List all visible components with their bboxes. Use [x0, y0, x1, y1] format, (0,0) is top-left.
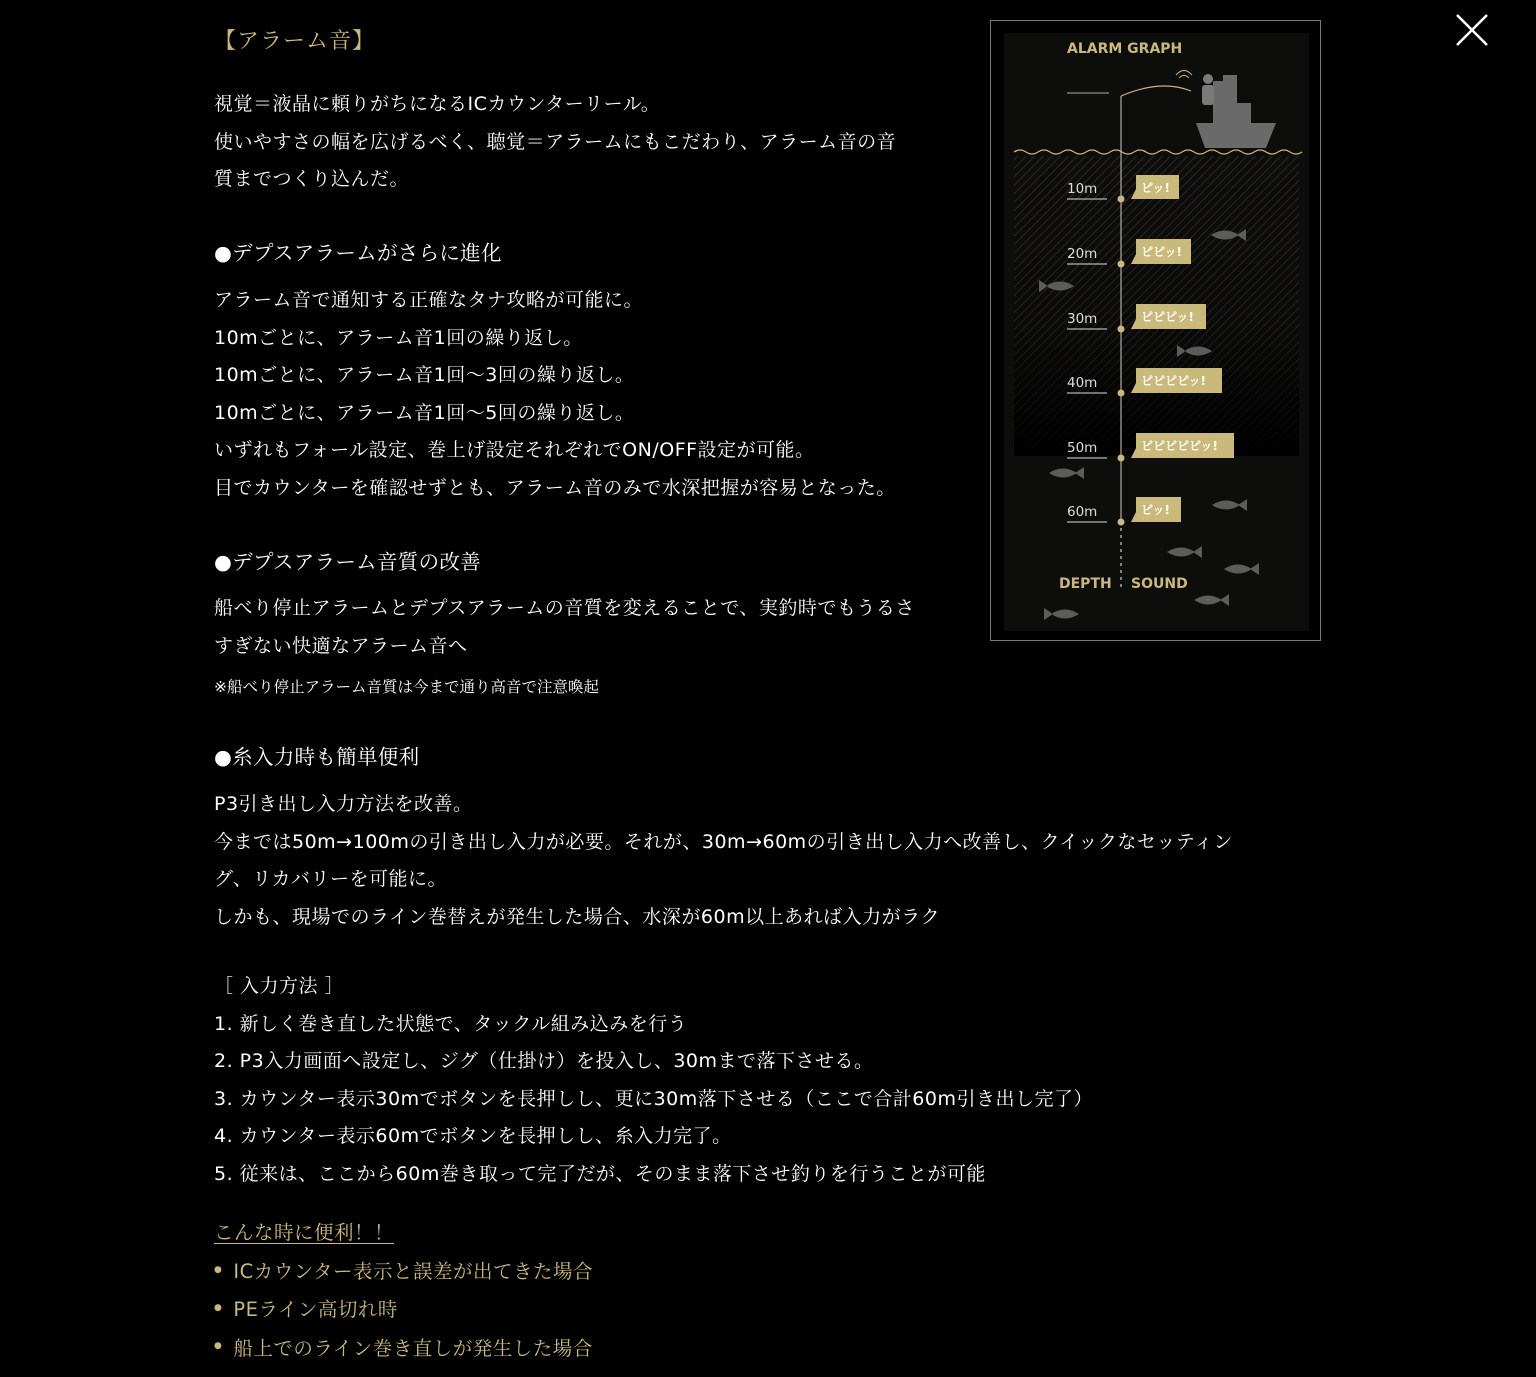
line-input-line: しかも、現場でのライン巻替えが発生した場合、水深が60m以上あれば入力がラク: [214, 905, 941, 928]
line-input-line: 今までは50m→100mの引き出し入力が必要。それが、30m→60mの引き出し入力へ改善し、クイックなセッティン: [214, 830, 1233, 853]
list-item: ● ICカウンター表示と誤差が出てきた場合: [214, 1253, 593, 1291]
depth-alarm-line: いずれもフォール設定、巻上げ設定それぞれでON/OFF設定が可能。: [214, 439, 815, 462]
depth-alarm-line: アラーム音で通知する正確なタナ攻略が可能に。: [214, 289, 644, 311]
input-method-step: 5. 従来は、ここから60m巻き取って完了だが、そのまま落下させ釣りを行うことが可能: [214, 1162, 986, 1185]
depth-label: DEPTH: [1059, 576, 1112, 592]
svg-text:60m: 60m: [1067, 504, 1098, 520]
sound-quality-line: 船べり停止アラームとデプスアラームの音質を変えることで、実釣時でもうるさ: [214, 597, 915, 619]
sound-quality-heading: ●デプスアラーム音質の改善: [214, 550, 481, 574]
svg-text:50m: 50m: [1067, 440, 1098, 456]
convenient-list: [214, 1253, 593, 1368]
input-method-step: 3. カウンター表示30mでボタンを長押しし、更に30m落下させる（ここで合計60m引き出し完了）: [214, 1087, 1093, 1110]
svg-text:ピピピピッ!: ピピピピッ!: [1141, 374, 1206, 388]
svg-text:30m: 30m: [1067, 311, 1098, 327]
line-input-line: P3引き出し入力方法を改善。: [214, 793, 473, 815]
input-method-step: 2. P3入力画面へ設定し、ジグ（仕掛け）を投入し、30mまで落下させる。: [214, 1050, 874, 1073]
input-method-heading: ［ 入力方法 ］: [214, 975, 345, 997]
svg-text:ピッ!: ピッ!: [1141, 503, 1170, 517]
intro-line: 質までつくり込んだ。: [214, 168, 410, 191]
svg-text:ピピピッ!: ピピピッ!: [1141, 310, 1194, 324]
close-button[interactable]: [1452, 10, 1492, 50]
line-input-heading: ●糸入力時も簡単便利: [214, 745, 420, 769]
sound-quality-line: すぎない快適なアラーム音へ: [214, 634, 468, 657]
alarm-graph-svg: [991, 21, 1322, 642]
sound-quality-body: [214, 590, 915, 665]
svg-text:ピピピピピッ!: ピピピピピッ!: [1141, 439, 1218, 453]
list-item: ● 船上でのライン巻き直しが発生した場合: [214, 1330, 593, 1368]
intro-line: 視覚＝液晶に頼りがちになるICカウンターリール。: [214, 93, 661, 115]
svg-text:40m: 40m: [1067, 375, 1098, 391]
graph-title: ALARM GRAPH: [1067, 41, 1183, 57]
svg-text:ピピッ!: ピピッ!: [1141, 245, 1182, 259]
sound-quality-note: ※船べり停止アラーム音質は今まで通り高音で注意喚起: [214, 678, 599, 696]
svg-text:10m: 10m: [1067, 181, 1098, 197]
depth-alarm-line: 10mごとに、アラーム音1回〜3回の繰り返し。: [214, 364, 635, 387]
depth-alarm-heading: ●デプスアラームがさらに進化: [214, 241, 502, 265]
svg-text:20m: 20m: [1067, 246, 1098, 262]
depth-alarm-body: [214, 282, 896, 508]
input-method-step: 1. 新しく巻き直した状態で、タックル組み込みを行う: [214, 1012, 688, 1035]
line-input-line: グ、リカバリーを可能に。: [214, 868, 448, 891]
depth-alarm-line: 10mごとに、アラーム音1回〜5回の繰り返し。: [214, 401, 635, 424]
depth-alarm-line: 目でカウンターを確認せずとも、アラーム音のみで水深把握が容易となった。: [214, 476, 896, 499]
intro-line: 使いやすさの幅を広げるべく、聴覚＝アラームにもこだわり、アラーム音の音: [214, 130, 897, 153]
input-method: [214, 968, 1093, 1194]
section-title: 【アラーム音】: [214, 29, 376, 54]
list-item: ● PEライン高切れ時: [214, 1291, 593, 1329]
convenient-link[interactable]: こんな時に便利！！: [214, 1221, 395, 1244]
close-icon: [1452, 10, 1492, 50]
intro-paragraph: [214, 86, 896, 199]
input-method-step: 4. カウンター表示60mでボタンを長押しし、糸入力完了。: [214, 1125, 732, 1148]
depth-alarm-line: 10mごとに、アラーム音1回の繰り返し。: [214, 326, 583, 349]
svg-text:ピッ!: ピッ!: [1141, 181, 1170, 195]
sound-label: SOUND: [1131, 576, 1188, 592]
line-input-body: [214, 786, 1233, 936]
alarm-graph: [990, 20, 1321, 641]
